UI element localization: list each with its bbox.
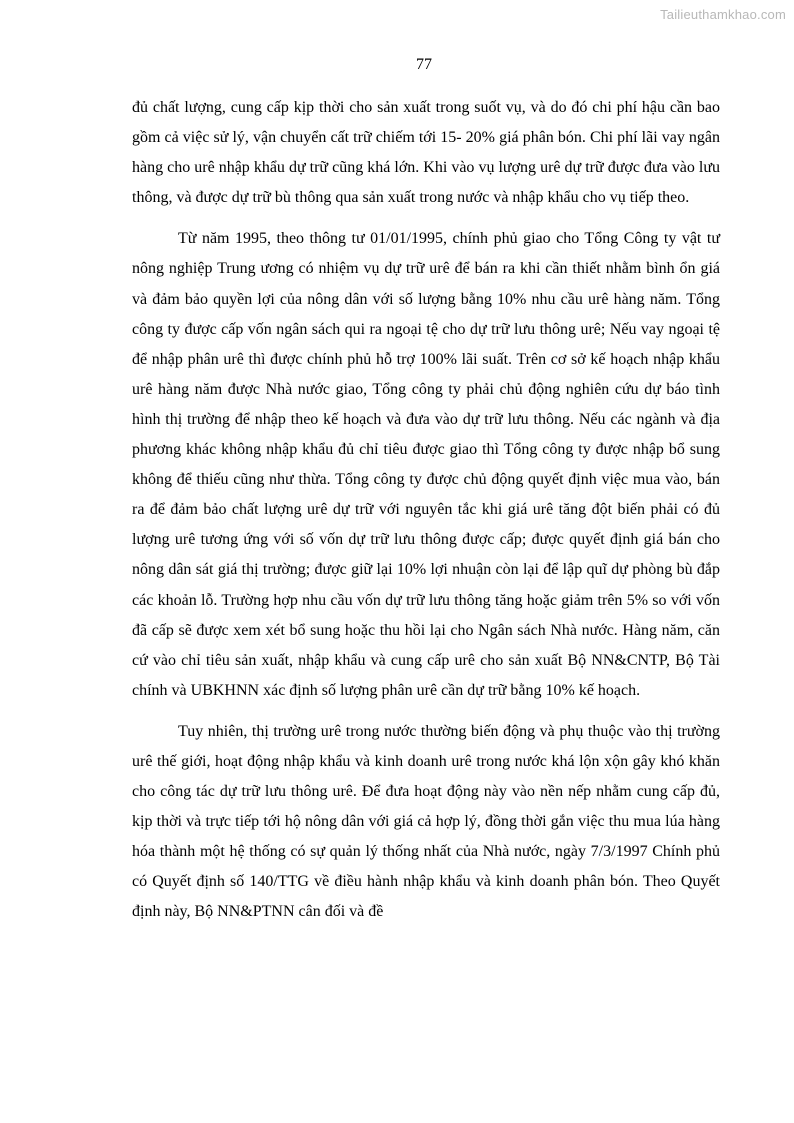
paragraph-3: Tuy nhiên, thị trường urê trong nước thường biến động và phụ thuộc vào thị trường urê thế giới, hoạt động nhập khẩu và kinh doanh urê trong nước khá lộn xộn gây khó khăn cho công tác dự trữ lưu thông urê. Để đưa hoạt động này vào nền nếp nhằm cung cấp đủ, kịp thời và trực tiếp tới hộ nông dân với giá cả hợp lý, đồng thời gắn việc thu mua lúa hàng hóa thành một hệ thống có sự quản lý thống nhất của Nhà nước, ngày 7/3/1997 Chính phủ có Quyết định số 140/TTG về điều hành nhập khẩu và kinh doanh phân bón. Theo Quyết định này, Bộ NN&PTNN cân đối và đề bbox=[132, 722, 720, 921]
paragraph-1: đủ chất lượng, cung cấp kịp thời cho sản xuất trong suốt vụ, và do đó chi phí hậu cần bao gồm cả việc sử lý, vận chuyển cất trữ chiếm tới 15- 20% giá phân bón. Chi phí lãi vay ngân hàng cho urê nhập khẩu dự trữ cũng khá lớn. Khi vào vụ lượng urê dự trữ được đưa vào lưu thông, và được dự trữ bù thông qua sản xuất trong nước và nhập khẩu cho vụ tiếp theo. bbox=[132, 99, 720, 207]
watermark: Tailieuthamkhao.com bbox=[660, 7, 786, 22]
document-body bbox=[132, 93, 720, 939]
paragraph-2: Từ năm 1995, theo thông tư 01/01/1995, chính phủ giao cho Tổng Công ty vật tư nông nghiệp Trung ương có nhiệm vụ dự trữ urê để bán ra khi cần thiết nhằm bình ổn giá và đảm bảo quyền lợi của nông dân với số lượng bằng 10% nhu cầu urê hàng năm. Tổng công ty được cấp vốn ngân sách qui ra ngoại tệ cho dự trữ lưu thông urê; Nếu vay ngoại tệ để nhập phân urê thì được chính phủ hỗ trợ 100% lãi suất. Trên cơ sở kế hoạch nhập khẩu urê hàng năm được Nhà nước giao, Tổng công ty phải chủ động nghiên cứu dự báo tình hình thị trường để nhập theo kế hoạch và đưa vào dự trữ lưu thông. Nếu các ngành và địa phương khác không nhập khẩu đủ chỉ tiêu được giao thì Tổng công ty được nhập bổ sung không để thiếu cũng như thừa. Tổng công ty được chủ động quyết định việc mua vào, bán ra để đảm bảo chất lượng urê dự trữ với nguyên tắc khi giá urê tăng đột biến phải có đủ lượng urê tương ứng với số vốn dự trữ lưu thông được cấp; được quyết định giá bán cho nông dân sát giá thị trường; được giữ lại 10% lợi nhuận còn lại để lập quĩ dự phòng bù đắp các khoản lỗ. Trường hợp nhu cầu vốn dự trữ lưu thông tăng hoặc giảm trên 5% so với vốn đã cấp sẽ được xem xét bổ sung hoặc thu hồi lại cho Ngân sách Nhà nước. Hàng năm, căn cứ vào chỉ tiêu sản xuất, nhập khẩu và cung cấp urê cho sản xuất Bộ NN&CNTP, Bộ Tài chính và UBKHNN xác định số lượng phân urê cần dự trữ bằng 10% kế hoạch. bbox=[132, 230, 720, 699]
page-number: 77 bbox=[416, 56, 432, 73]
